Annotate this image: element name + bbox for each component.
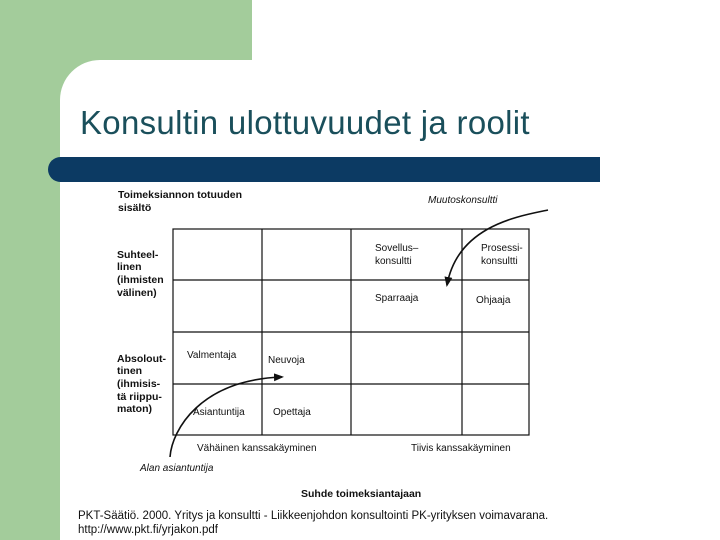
suhteellinen-line-3: (ihmisten	[117, 274, 164, 286]
slide-title: Konsultin ulottuvuudet ja roolit	[80, 104, 530, 141]
source-citation: PKT-Säätiö. 2000. Yritys ja konsultti - Liikkeenjohdon konsultointi PK-yrityksen voimavarana.	[78, 510, 549, 522]
cell-asiantuntija: Asiantuntija	[193, 407, 245, 418]
muutoskonsultti-label: Muutoskonsultti	[428, 195, 498, 206]
x-axis-title: Suhde toimeksiantajaan	[301, 488, 422, 500]
suhteellinen-line-1: Suhteel-	[117, 249, 159, 261]
cell-prosessikonsultti-line-2: konsultti	[481, 256, 518, 267]
suhteellinen-label	[117, 249, 164, 299]
absoluuttinen-label	[117, 353, 166, 415]
suhteellinen-line-2: linen	[117, 261, 142, 273]
cell-ohjaaja: Ohjaaja	[476, 295, 511, 306]
absoluuttinen-line-3: (ihmisis-	[117, 378, 161, 390]
absoluuttinen-line-1: Absolout-	[117, 353, 166, 365]
cell-sovelluskonsultti-line-1: Sovellus–	[375, 243, 419, 254]
x-label-tiivis: Tiivis kanssakäyminen	[411, 443, 511, 454]
absoluuttinen-line-5: maton)	[117, 403, 152, 415]
cell-neuvoja: Neuvoja	[268, 355, 305, 366]
y-axis-title-line1: Toimeksiannon totuuden	[118, 189, 243, 201]
absoluuttinen-line-4: tä riippu-	[117, 391, 162, 403]
alan-asiantuntija-label: Alan asiantuntija	[140, 463, 214, 474]
source-url[interactable]: http://www.pkt.fi/yrjakon.pdf	[78, 524, 218, 536]
cell-valmentaja: Valmentaja	[187, 350, 237, 361]
y-axis-title-line2: sisältö	[118, 202, 152, 214]
cell-sparraaja: Sparraaja	[375, 293, 419, 304]
cell-sovelluskonsultti-line-2: konsultti	[375, 256, 412, 267]
absoluuttinen-line-2: tinen	[117, 365, 143, 377]
source-footer	[78, 509, 548, 537]
cell-prosessikonsultti-line-1: Prosessi-	[481, 243, 523, 254]
cell-opettaja: Opettaja	[273, 407, 311, 418]
x-label-vahainen: Vähäinen kanssakäyminen	[197, 443, 317, 454]
suhteellinen-line-4: välinen)	[117, 287, 157, 299]
role-grid	[173, 229, 529, 435]
